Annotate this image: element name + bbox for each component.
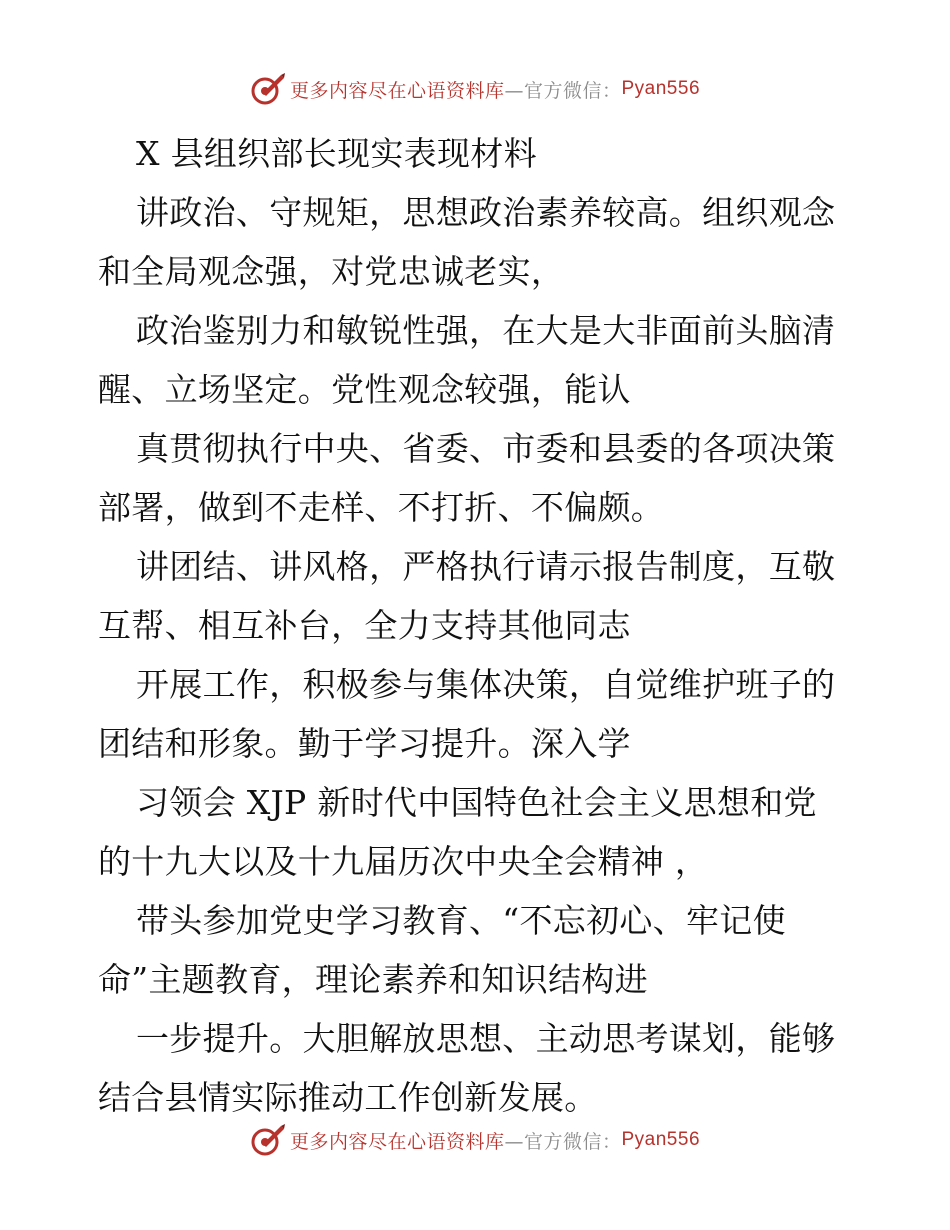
- watermark-contact-label: —官方微信：: [504, 79, 622, 102]
- watermark-wechat-id: Pyan556: [621, 1129, 701, 1150]
- document-line: 讲团结、讲风格，严格执行请示报告制度，互敬: [136, 547, 836, 586]
- watermark-contact-label: —官方微信：: [504, 1130, 622, 1153]
- document-line: 命”主题教育，理论素养和知识结构进: [98, 960, 648, 999]
- document-line: 讲政治、守规矩，思想政治素养较高。组织观念: [136, 193, 836, 232]
- quill-pen-logo-icon: [250, 1123, 286, 1157]
- document-line: 开展工作，积极参与集体决策，自觉维护班子的: [136, 665, 836, 704]
- quill-pen-logo-icon: [250, 72, 286, 106]
- document-title: X 县组织部长现实表现材料: [136, 134, 537, 173]
- watermark-brand: 更多内容尽在心语资料库: [289, 79, 505, 102]
- document-line: 真贯彻执行中央、省委、市委和县委的各项决策: [136, 429, 836, 468]
- watermark-footer: [0, 1123, 950, 1157]
- document-line: 政治鉴别力和敏锐性强，在大是大非面前头脑清: [136, 311, 836, 350]
- document-line: 醒、立场坚定。党性观念较强，能认: [98, 370, 631, 409]
- document-line: 结合县情实际推动工作创新发展。: [98, 1078, 598, 1117]
- document-line: 互帮、相互补台，全力支持其他同志: [98, 606, 631, 645]
- document-line: 和全局观念强，对党忠诚老实，: [98, 252, 565, 291]
- watermark-header: [0, 72, 950, 106]
- watermark-wechat-id: Pyan556: [621, 78, 701, 99]
- document-line: 部署，做到不走样、不打折、不偏颇。: [98, 488, 665, 527]
- document-line: 一步提升。大胆解放思想、主动思考谋划，能够: [136, 1019, 836, 1058]
- document-body: [98, 124, 854, 1127]
- document-line: 的十九大以及十九届历次中央全会精神 ，: [98, 842, 709, 881]
- watermark-brand: 更多内容尽在心语资料库: [289, 1130, 505, 1153]
- document-line: 带头参加党史学习教育、“不忘初心、牢记使: [136, 901, 786, 940]
- document-line: 习领会 XJP 新时代中国特色社会主义思想和党: [136, 783, 817, 822]
- document-line: 团结和形象。勤于学习提升。深入学: [98, 724, 631, 763]
